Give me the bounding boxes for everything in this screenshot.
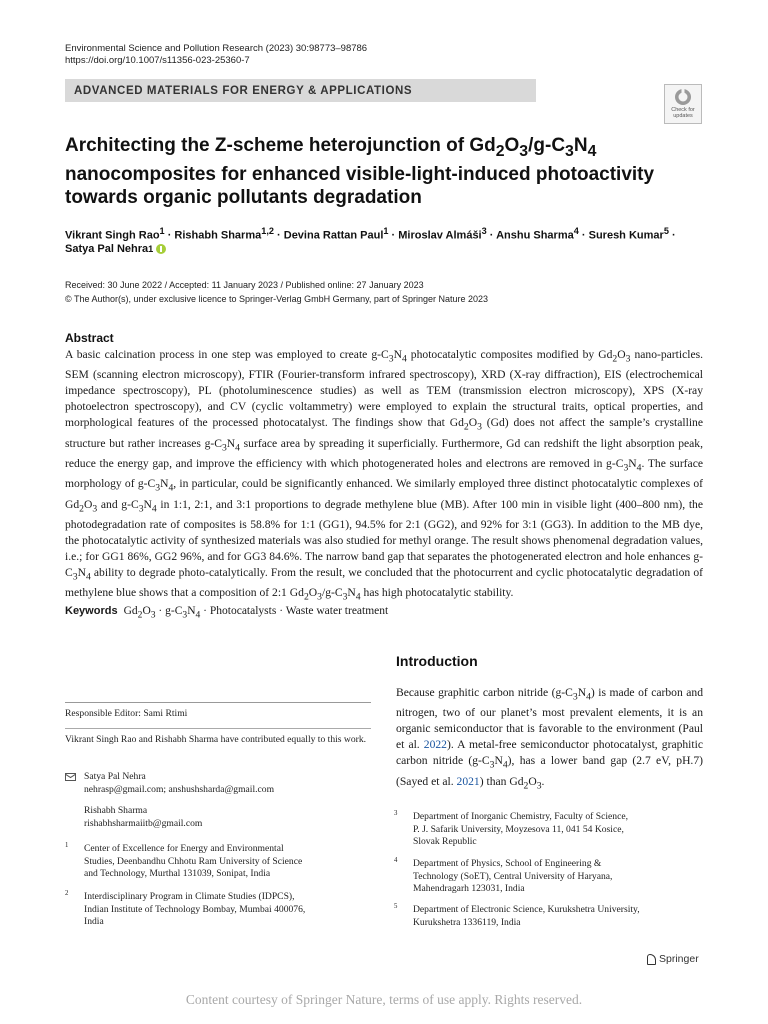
contribution-note: Vikrant Singh Rao and Rishabh Sharma have contributed equally to this work. (65, 734, 367, 745)
check-for-updates-badge[interactable] (664, 84, 702, 124)
abstract-heading: Abstract (65, 331, 114, 345)
footnote-divider-thin (65, 728, 371, 729)
section-label: ADVANCED MATERIALS FOR ENERGY & APPLICATIONS (74, 84, 413, 97)
check-updates-text: Check for updates (671, 107, 695, 119)
author-name[interactable]: Satya Pal Nehra (65, 243, 149, 255)
contact-name: Rishabh Sharma (84, 805, 148, 816)
envelope-icon (65, 773, 76, 781)
doi-link[interactable]: https://doi.org/10.1007/s11356-023-25360-7 (65, 55, 250, 66)
introduction-text: Because graphitic carbon nitride $(g-C_3N_4)$ is made of carbon and nitrogen, two of our planet’s most prevalent elements, it is an organic semiconductor that is favorable to the environment (Paul et al. 2022). A metal-free semiconductor photocatalyst, graphitic carbon nitride $(g-C_3N_4)$, has a lower band gap (2.7 eV, pH.7) (Sayed et al. 2021) than $Gd_2O_3$. (396, 686, 703, 791)
corresponding-authors (84, 771, 364, 830)
check-updates-icon (674, 88, 692, 106)
footnote-divider (65, 702, 371, 703)
citation-link[interactable]: 2021 (456, 774, 480, 788)
citation-link[interactable]: 2022 (423, 738, 447, 752)
journal-citation: Environmental Science and Pollution Research (2023) 30:98773–98786 (65, 43, 368, 54)
affiliation-5: 5 Department of Electronic Science, Kurukshetra University, Kurukshetra 1336119, India (394, 903, 640, 928)
springer-logo: Springer (647, 953, 699, 965)
contact-name: Satya Pal Nehra (84, 771, 146, 782)
introduction-heading: Introduction (396, 653, 478, 669)
keywords-label: Keywords (65, 605, 118, 617)
orcid-icon[interactable] (156, 244, 166, 254)
author-name[interactable]: Miroslav Almáši (398, 229, 482, 242)
springer-horse-icon (647, 954, 656, 965)
affiliation-1: 1 Center of Excellence for Energy and Environmental Studies, Deenbandhu Chhotu Ram University of Science and Technology, Murthal 131039, Sonipat, India (65, 842, 303, 879)
author-list: Vikrant Singh Rao$^1$ · Rishabh Sharma$^{1,2}$ · Devina Rattan Paul$^1$ · Miroslav Almáši$^3$ · Anshu Sharma$^4$ · Suresh Kumar$^5$ · (65, 226, 676, 242)
author-name[interactable]: Anshu Sharma (496, 229, 574, 242)
author-name[interactable]: Rishabh Sharma (174, 229, 262, 242)
section-banner (65, 79, 536, 102)
contact-email[interactable]: nehrasp@gmail.com; anshushsharda@gmail.com (84, 783, 275, 795)
copyright-notice: © The Author(s), under exclusive licence to Springer-Verlag GmbH Germany, part of Springer Nature 2023 (65, 294, 488, 304)
responsible-editor: Responsible Editor: Sami Rtimi (65, 708, 188, 719)
publication-dates: Received: 30 June 2022 / Accepted: 11 January 2023 / Published online: 27 January 2023 (65, 280, 424, 290)
abstract-text: A basic calcination process in one step was employed to create $g-C_3N_4$ photocatalytic composites modified by $Gd_2O_3$ nano-particles. SEM (scanning electron microscopy), FTIR (Fourier-transform infrared spectroscopy), XRD (X-ray diffraction), EIS (electrochemical impedance spectroscopy), PL (photoluminescence studies) as well as TEM (transmission electron microscopy), XPS (X-ray photoelectron spectroscopy), and CV (cyclic voltammetry) were employed to explain the structural traits, optical properties, and morphological features of the processed photocatalyst. The findings show that $Gd_2O_3$ (Gd) does not affect the sample’s crystalline structure but rather increases $g-C_3N_4$ surface area by spreading it superficially. Furthermore, Gd can redshift the light absorption peak, reduce the energy gap, and improve the efficiency with which photogenerated holes and electrons are removed in $g-C_3N_4$. The surface morphology of $g-C_3N_4$, in particular, could be significantly enhanced. We similarly employed three distinct photocatalytic complexes of $Gd_2O_3$ and $g-C_3N_4$ in 1:1, 2:1, and 3:1 proportions to degrade methylene blue (MB). After 100 min in visible light (400–800 nm), the photodegradation rate of composites is 58.8% for 1:1 (GG1), 94.5% for 2:1 (GG2), and 92% for 3:1 (GG3). In addition to the MB dye, the photocatalytic activity of synthesized materials was also studied for methyl orange. The result shows phenomenal degradation values, i.e.; for GG1 86%, GG2 96%, and for GG3 84.6%. The narrow band gap that separates the photogenerated electron and hole enhances $g-C_3N_4$ ability to degrade photo-catalytically. From the result, we concluded that the photocurrent and cyclic photocatalytic degradation of methylene blue shows that a composition of 2:1 $Gd_2O_3/g-C_3N_4$ has high photocatalytic stability. (65, 348, 704, 603)
author-name[interactable]: Suresh Kumar (588, 229, 664, 242)
keywords: Keywords $Gd_2O_3 \cdot g-C_3N_4$ · Photocatalysts · Waste water treatment (65, 605, 389, 621)
author-name[interactable]: Devina Rattan Paul (283, 229, 384, 242)
affiliation-2: 2 Interdisciplinary Program in Climate Studies (IDPCS), Indian Institute of Technology Bombay, Mumbai 400076, India (65, 890, 306, 927)
author-list-continued: Satya Pal Nehra 1 (65, 243, 166, 255)
courtesy-notice: Content courtesy of Springer Nature, terms of use apply. Rights reserved. (185, 992, 583, 1007)
affiliation-3: 3 Department of Inorganic Chemistry, Faculty of Science, P. J. Safarik University, Moyzesova 11, 041 54 Kosice, Slovak Republic (394, 810, 628, 847)
paper-title: Architecting the Z-scheme heterojunction of $Gd_2O_3/g-C_3N_4$ nanocomposites for enhanced visible-light-induced photoactivity towards organic pollutants degradation (65, 135, 655, 208)
contact-email[interactable]: rishabhsharmaiitb@gmail.com (84, 817, 203, 829)
author-name[interactable]: Vikrant Singh Rao (65, 229, 160, 242)
affiliation-4: 4 Department of Physics, School of Engineering & Technology (SoET), Central University of Haryana, Mahendragarh 123031, India (394, 857, 613, 894)
